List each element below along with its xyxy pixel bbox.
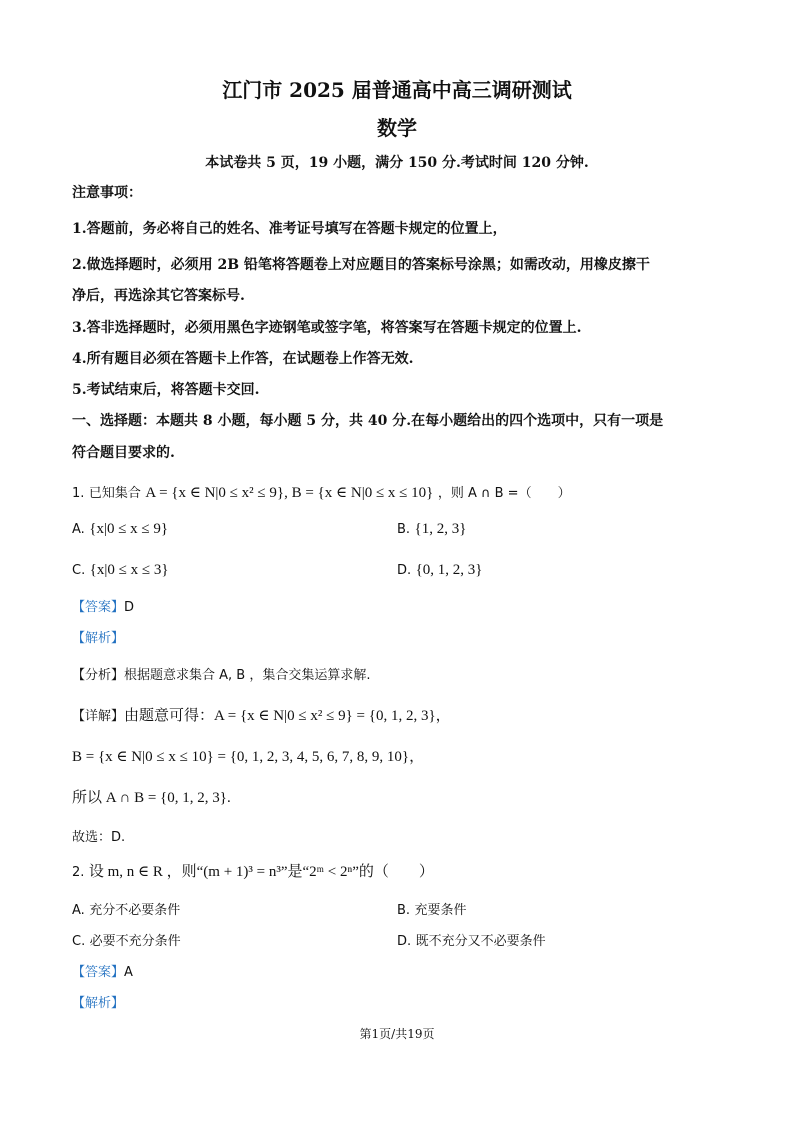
answer-row (72, 963, 133, 982)
notes-heading: 注意事项： (72, 185, 142, 201)
detail-row (72, 748, 424, 766)
fenxi-tag: 【分析】 (72, 668, 125, 683)
option-label: B. (397, 903, 411, 918)
option-label: A. (72, 903, 85, 918)
answer-row (72, 598, 134, 617)
answer-tag: 【答案】 (72, 600, 125, 615)
detail-tag: 【详解】 (72, 709, 125, 724)
option-text: {0, 1, 2, 3} (415, 562, 483, 578)
subject-title: 数学 (377, 116, 417, 140)
option-label: C. (72, 934, 86, 949)
option-text: {x|0 ≤ x ≤ 3} (89, 562, 169, 578)
option-label: B. (397, 522, 411, 537)
note-item: 5.考试结束后，将答题卡交回. (72, 382, 260, 398)
option-d (397, 561, 483, 580)
answer-tag: 【答案】 (72, 965, 125, 980)
option-b (397, 520, 466, 539)
detail-text: B = {x ∈ N|0 ≤ x ≤ 10} = {0, 1, 2, 3, 4, 5, 6, 7, 8, 9, 10}， (72, 749, 425, 765)
question-number: 1. (72, 486, 85, 501)
option-b (397, 901, 467, 920)
exam-title: 江门市 2025 届普通高中高三调研测试 (222, 78, 572, 102)
exam-info: 本试卷共 5 页，19 小题，满分 150 分.考试时间 120 分钟. (205, 155, 589, 171)
option-c (72, 561, 169, 580)
note-item: 4.所有题目必须在答题卡上作答，在试题卷上作答无效. (72, 351, 414, 367)
question-sets: A = {x ∈ N|0 ≤ x² ≤ 9}, B = {x ∈ N|0 ≤ x ≤ 10} (145, 485, 434, 501)
option-text: 充要条件 (414, 903, 467, 918)
detail-text: 所以 A ∩ B = {0, 1, 2, 3}. (72, 790, 231, 806)
option-label: C. (72, 563, 86, 578)
option-text: {x|0 ≤ x ≤ 9} (89, 521, 169, 537)
answer-value: A (124, 965, 133, 980)
option-text: {1, 2, 3} (414, 521, 467, 537)
detail-row (72, 789, 231, 807)
option-label: D. (397, 934, 412, 949)
option-text: 必要不充分条件 (89, 934, 181, 949)
question-prefix: 已知集合 (88, 486, 141, 501)
detail-row (72, 707, 451, 726)
question-2 (72, 863, 434, 882)
option-text: 既不充分又不必要条件 (415, 934, 546, 949)
note-item: 2.做选择题时，必须用 2B 铅笔将答题卷上对应题目的答案标号涂黑；如需改动，用橡皮擦干 (72, 257, 650, 273)
option-label: A. (72, 522, 85, 537)
page-footer: 第1页/共19页 (359, 1027, 435, 1041)
detail-text: 由题意可得：A = {x ∈ N|0 ≤ x² ≤ 9} = {0, 1, 2, 3}， (124, 708, 451, 724)
choose-text: 故选：D. (72, 830, 126, 845)
fenxi-text: 根据题意求集合 A, B ，集合交集运算求解. (124, 668, 371, 683)
note-item: 1.答题前，务必将自己的姓名、准考证号填写在答题卡规定的位置上， (72, 221, 507, 237)
answer-value: D (124, 600, 135, 615)
option-d (397, 932, 546, 951)
section-heading: 一、选择题：本题共 8 小题，每小题 5 分，共 40 分.在每小题给出的四个选项中，只有一项是 (72, 413, 664, 429)
question-number: 2. (72, 865, 85, 880)
option-c (72, 932, 181, 951)
note-item: 3.答非选择题时，必须用黑色字迹钢笔或签字笔，将答案写在答题卡规定的位置上. (72, 320, 582, 336)
option-a (72, 520, 168, 539)
analysis-row (72, 629, 124, 648)
question-1 (72, 484, 571, 503)
option-a (72, 901, 180, 920)
section-heading-cont: 符合题目要求的. (72, 445, 175, 461)
question-text: 设 m, n ∈ R ，则“(m + 1)³ = n³”是“2ᵐ < 2ⁿ”的（ ） (88, 864, 434, 880)
analysis-tag: 【解析】 (72, 996, 125, 1011)
note-item: 净后，再选涂其它答案标号. (72, 288, 245, 304)
analysis-tag: 【解析】 (72, 631, 125, 646)
option-text: 充分不必要条件 (89, 903, 181, 918)
question-suffix: ，则 A ∩ B =（ ） (437, 486, 571, 501)
fenxi-row (72, 666, 371, 685)
analysis-row (72, 994, 124, 1013)
option-label: D. (397, 563, 412, 578)
